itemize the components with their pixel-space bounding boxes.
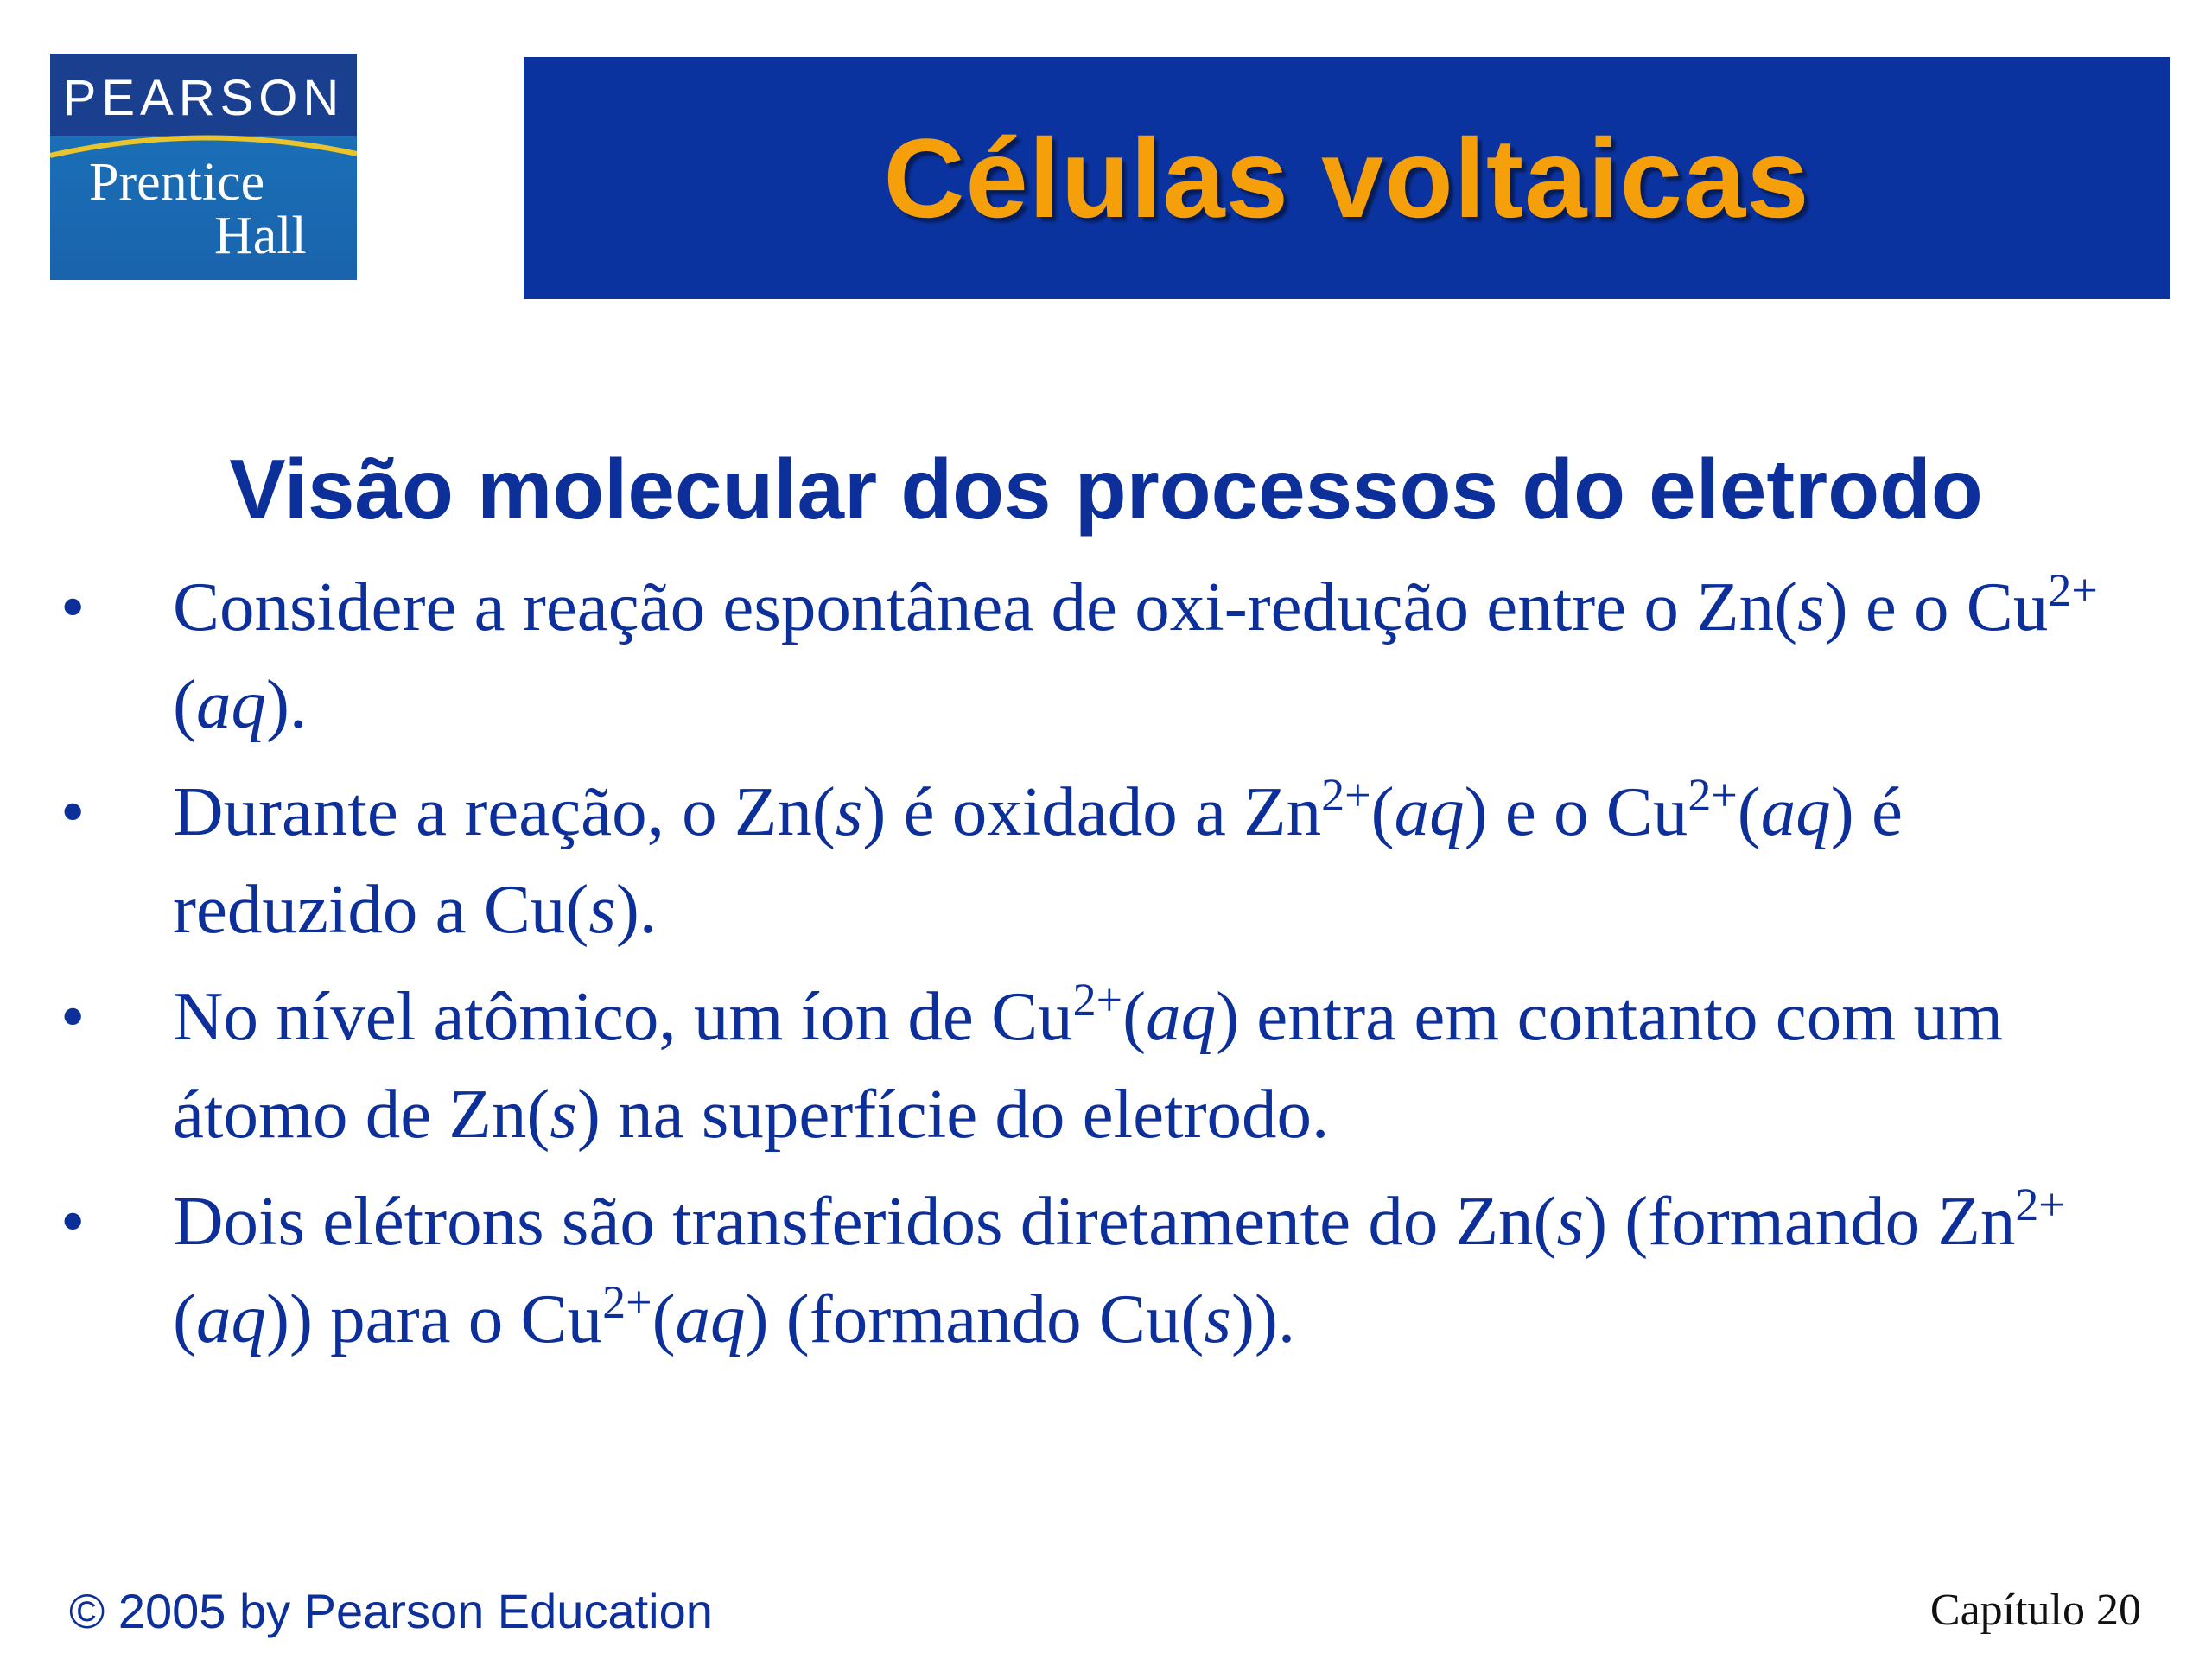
- bullet-text-segment: ).: [615, 870, 658, 948]
- bullet-text-segment: Durante a reação, o Zn(: [173, 772, 836, 850]
- bullet-text-segment: Dois elétrons são transferidos diretamente do Zn(: [173, 1182, 1557, 1260]
- bullet-text-segment: ) entra em contanto com um átomo de Zn(: [173, 977, 2003, 1153]
- bullet-text-segment: ).: [265, 665, 308, 743]
- bullet-text-segment: ) (formando Zn: [1584, 1182, 2016, 1260]
- state-symbol: s: [1797, 568, 1825, 645]
- bullet-text-segment: (: [173, 665, 196, 743]
- bullet-text-segment: (: [1122, 977, 1147, 1055]
- state-symbol: aq: [1146, 977, 1217, 1055]
- state-symbol: s: [1204, 1280, 1231, 1357]
- bullet-text-segment: Considere a reação espontânea de oxi-redução entre o Zn(: [173, 568, 1798, 645]
- state-symbol: s: [550, 1075, 577, 1153]
- bullet-text-segment: ) na superfície do eletrodo.: [576, 1075, 1330, 1153]
- bullet-item: [52, 971, 2160, 1159]
- bullet-item: [52, 1176, 2160, 1371]
- logo-hall-text: Hall: [214, 207, 307, 265]
- bullet-text-segment: ) é reduzido a Cu(: [173, 772, 1903, 948]
- bullet-dot: •: [60, 1182, 86, 1260]
- state-symbol: s: [1556, 1182, 1585, 1260]
- bullet-text-segment: (: [652, 1280, 676, 1357]
- state-symbol: aq: [1394, 772, 1465, 850]
- bullet-dot: •: [60, 977, 86, 1055]
- pearson-prentice-hall-logo: [50, 54, 357, 280]
- state-symbol: aq: [1760, 772, 1831, 850]
- bullet-text-segment: (: [1737, 772, 1761, 850]
- bullet-item: [52, 766, 2160, 954]
- title-banner: [524, 57, 2170, 299]
- ion-charge: 2+: [1072, 974, 1123, 1026]
- copyright-footer: © 2005 by Pearson Education: [69, 1584, 713, 1638]
- logo-prentice-text: Prentice: [89, 153, 265, 212]
- logo-pearson-text: PEARSON: [62, 70, 345, 126]
- bullet-text-segment: (: [1370, 772, 1395, 850]
- bullet-list: [52, 562, 2160, 1389]
- state-symbol: aq: [675, 1280, 746, 1357]
- bullet-text-segment: )) para o Cu: [265, 1280, 603, 1357]
- ion-charge: 2+: [602, 1276, 652, 1328]
- bullet-text-segment: ) e o Cu: [1464, 772, 1688, 850]
- bullet-text-segment: (: [173, 1280, 196, 1357]
- state-symbol: s: [835, 772, 863, 850]
- slide-subtitle: Visão molecular dos processos do eletrodo: [229, 442, 1983, 537]
- slide-title: Células voltaicas: [883, 115, 1810, 241]
- bullet-text-segment: ) é oxidado a Zn: [862, 772, 1322, 850]
- bullet-dot: •: [60, 772, 86, 850]
- ion-charge: 2+: [2015, 1179, 2065, 1230]
- bullet-dot: •: [60, 568, 86, 645]
- state-symbol: aq: [195, 1280, 266, 1357]
- state-symbol: s: [588, 870, 616, 948]
- chapter-label: Capítulo 20: [1929, 1586, 2141, 1635]
- bullet-text-segment: ) (formando Cu(: [745, 1280, 1205, 1357]
- bullet-item: [52, 562, 2160, 749]
- ion-charge: 2+: [2048, 564, 2098, 616]
- bullet-text-segment: No nível atômico, um íon de Cu: [173, 977, 1073, 1055]
- bullet-text-segment: ) e o Cu: [1824, 568, 2049, 645]
- bullet-text-segment: )).: [1230, 1280, 1296, 1357]
- state-symbol: aq: [195, 665, 266, 743]
- ion-charge: 2+: [1321, 769, 1371, 821]
- ion-charge: 2+: [1688, 769, 1738, 821]
